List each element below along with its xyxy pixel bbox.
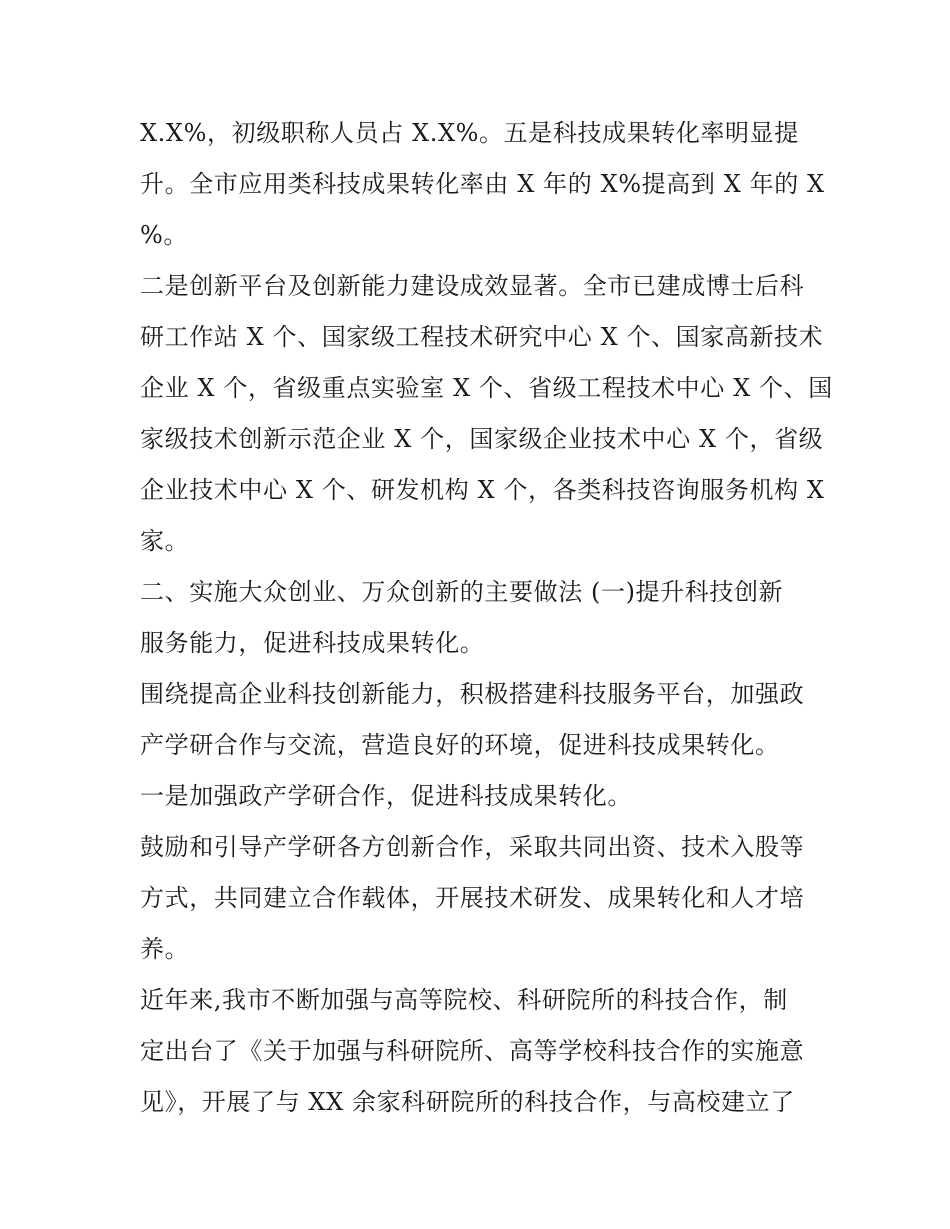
text-line: 家。 xyxy=(140,527,190,555)
text-line: 产学研合作与交流，营造良好的环境，促进科技成果转化。 xyxy=(140,731,780,759)
text-line: 升。全市应用类科技成果转化率由 X 年的 X%提高到 X 年的 X xyxy=(140,170,825,198)
section-heading-line: 服务能力，促进科技成果转化。 xyxy=(140,629,485,657)
text-line: 见》，开展了与 XX 余家科研院所的科技合作，与高校建立了 xyxy=(140,1088,795,1116)
text-line: 企业 X 个，省级重点实验室 X 个、省级工程技术中心 X 个、国 xyxy=(140,374,833,402)
text-line: 定出台了《关于加强与科研院所、高等学校科技合作的实施意 xyxy=(140,1037,805,1065)
text-line: 企业技术中心 X 个、研发机构 X 个，各类科技咨询服务机构 X xyxy=(140,476,825,504)
text-line: X.X%，初级职称人员占 X.X%。五是科技成果转化率明显提 xyxy=(140,119,799,147)
text-line: 鼓励和引导产学研各方创新合作，采取共同出资、技术入股等 xyxy=(140,833,805,861)
text-line: 研工作站 X 个、国家级工程技术研究中心 X 个、国家高新技术 xyxy=(140,323,824,351)
document-body xyxy=(140,108,833,1128)
text-line: 方式，共同建立合作载体，开展技术研发、成果转化和人才培 xyxy=(140,884,805,912)
text-line: 家级技术创新示范企业 X 个，国家级企业技术中心 X 个，省级 xyxy=(140,425,824,453)
subheading-line: 一是加强政产学研合作，促进科技成果转化。 xyxy=(140,782,632,810)
text-line: 近年来,我市不断加强与高等院校、科研院所的科技合作，制 xyxy=(140,986,788,1014)
text-line: 围绕提高企业科技创新能力，积极搭建科技服务平台，加强政 xyxy=(140,680,805,708)
text-line: 养。 xyxy=(140,935,190,963)
text-line: %。 xyxy=(140,221,189,249)
section-heading-line: 二、实施大众创业、万众创新的主要做法 (一)提升科技创新 xyxy=(140,578,784,606)
text-line: 二是创新平台及创新能力建设成效显著。全市已建成博士后科 xyxy=(140,272,805,300)
